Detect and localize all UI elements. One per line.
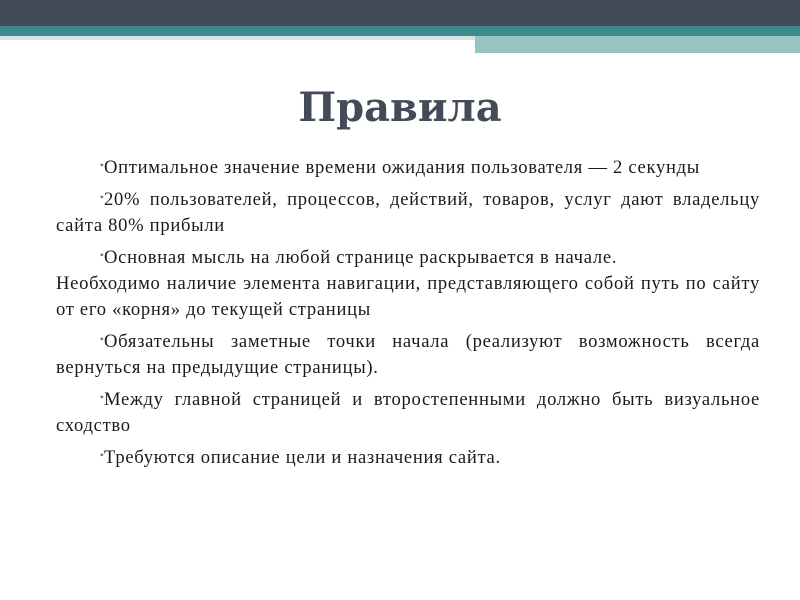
list-item-text: 20% пользователей, процессов, действий, товаров, услуг дают владельцу сайта 80% прибыли — [56, 189, 760, 236]
list-item-text: Основная мысль на любой странице раскрывается в начале. — [104, 247, 618, 268]
list-item-continuation: Необходимо наличие элемента навигации, представляющего собой путь по сайту от его «корня» до текущей страницы — [56, 273, 760, 320]
list-item — [56, 242, 760, 323]
list-item — [56, 442, 760, 471]
list-item-text: Оптимальное значение времени ожидания пользователя — 2 секунды — [104, 157, 700, 178]
bullet-icon: • — [99, 390, 104, 404]
slide-title: Правила — [298, 84, 502, 131]
list-item — [56, 184, 760, 239]
list-item — [56, 384, 760, 439]
accent-stripe — [0, 26, 800, 36]
bullet-icon: • — [99, 248, 104, 262]
bullet-icon: • — [99, 190, 104, 204]
accent-thin-stripe — [0, 36, 475, 40]
list-item — [56, 152, 760, 181]
list-item-text: Обязательны заметные точки начала (реализуют возможность всегда вернуться на предыдущие страницы). — [56, 331, 760, 378]
list-item-text: Между главной страницей и второстепенными должно быть визуальное сходство — [56, 389, 760, 436]
list-item — [56, 326, 760, 381]
list-item-text: Требуются описание цели и назначения сайта. — [104, 447, 501, 468]
top-header-bar — [0, 0, 800, 26]
bullet-icon: • — [99, 448, 104, 462]
bullet-icon: • — [99, 332, 104, 346]
rules-list — [56, 152, 760, 474]
accent-block — [475, 36, 800, 53]
bullet-icon: • — [99, 158, 104, 172]
